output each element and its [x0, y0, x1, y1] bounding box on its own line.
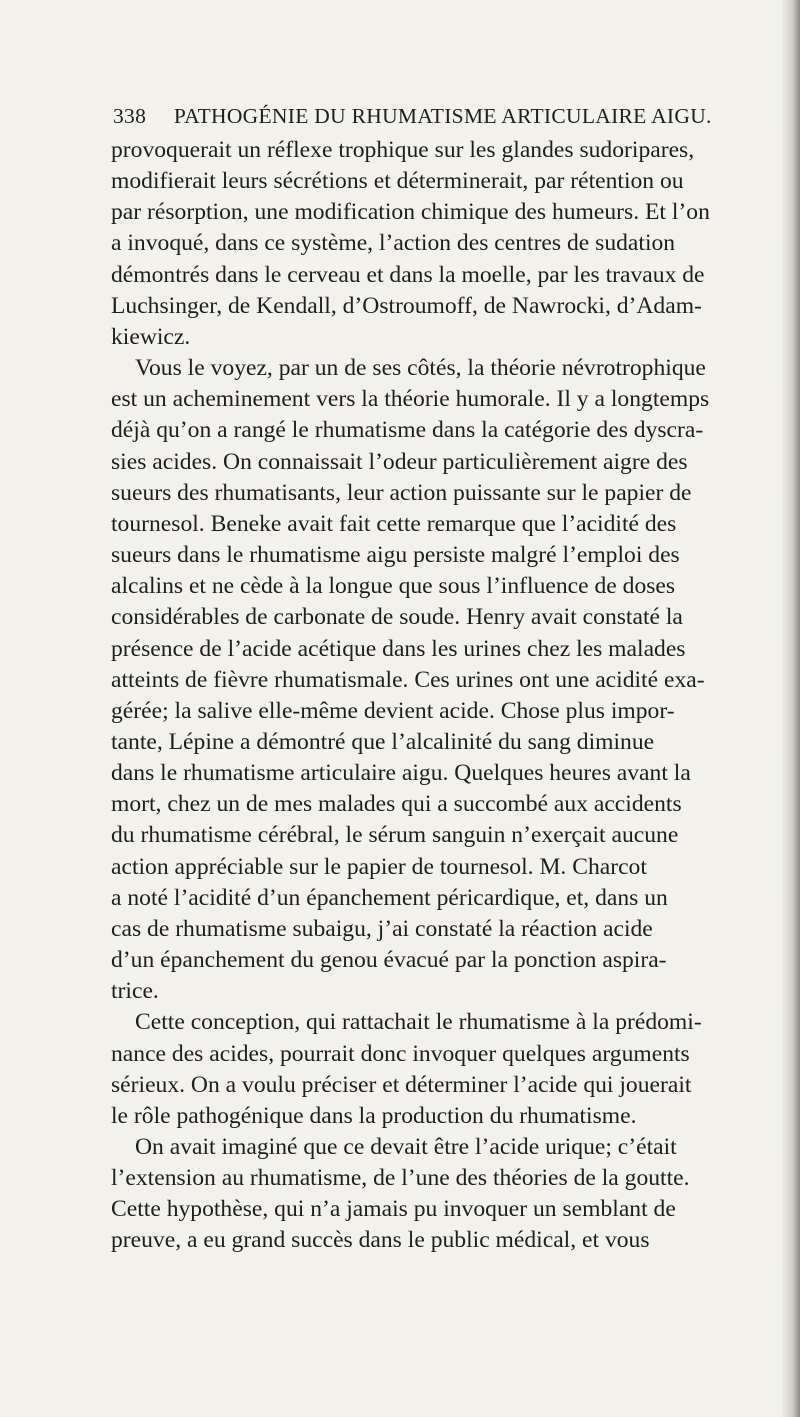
text-line: mort, chez un de mes malades qui a succombé aux accidents	[111, 791, 682, 818]
text-line: du rhumatisme cérébral, le sérum sanguin n’exerçait aucune	[111, 822, 679, 849]
text-line: a invoqué, dans ce système, l’action des centres de sudation	[111, 230, 676, 257]
text-line: Cette hypothèse, qui n’a jamais pu invoquer un semblant de	[111, 1196, 676, 1223]
text-line: tante, Lépine a démontré que l’alcalinité du sang diminue	[111, 728, 655, 755]
page-number: 338	[113, 104, 147, 128]
text-line: nance des acides, pourrait donc invoquer quelques arguments	[111, 1040, 690, 1067]
running-title: PATHOGÉNIE DU RHUMATISME ARTICULAIRE AIGU.	[173, 104, 712, 128]
text-line: action appréciable sur le papier de tournesol. M. Charcot	[111, 853, 647, 880]
text-line: Luchsinger, de Kendall, d’Ostroumoff, de Nawrocki, d’Adam-	[111, 292, 702, 319]
text-line: est un acheminement vers la théorie humorale. Il y a longtemps	[111, 386, 710, 413]
text-line: sérieux. On a voulu préciser et déterminer l’acide qui jouerait	[111, 1071, 692, 1098]
text-line: kiewicz.	[111, 323, 191, 350]
text-line: modifierait leurs sécrétions et déterminerait, par rétention ou	[111, 168, 684, 195]
text-line: provoquerait un réflexe trophique sur les glandes sudoripares,	[111, 137, 695, 163]
text-line: On avait imaginé que ce devait être l’acide urique; c’était	[135, 1134, 677, 1160]
page-header	[113, 104, 713, 129]
text-line: démontrés dans le cerveau et dans la moelle, par les travaux de	[111, 261, 705, 288]
text-line: atteints de fièvre rhumatismale. Ces urines ont une acidité exa-	[111, 666, 705, 693]
text-line: a noté l’acidité d’un épanchement péricardique, et, dans un	[111, 884, 668, 911]
text-line: d’un épanchement du genou évacué par la ponction aspira-	[111, 947, 667, 974]
text-line: alcalins et ne cède à la longue que sous l’influence de doses	[111, 573, 676, 600]
text-line: considérables de carbonate de soude. Henry avait constaté la	[111, 604, 683, 631]
text-line: présence de l’acide acétique dans les urines chez les malades	[111, 635, 686, 662]
text-line: gérée; la salive elle-même devient acide. Chose plus impor-	[111, 697, 675, 724]
text-line: l’extension au rhumatisme, de l’une des théories de la goutte.	[111, 1165, 690, 1192]
text-line: déjà qu’on a rangé le rhumatisme dans la catégorie des dyscra-	[111, 417, 704, 444]
text-line: le rôle pathogénique dans la production du rhumatisme.	[111, 1102, 637, 1129]
text-line: cas de rhumatisme subaigu, j’ai constaté la réaction acide	[111, 915, 653, 942]
text-line: sueurs dans le rhumatisme aigu persiste malgré l’emploi des	[111, 542, 680, 569]
text-line: sueurs des rhumatisants, leur action puissante sur le papier de	[111, 479, 692, 506]
text-line: tournesol. Beneke avait fait cette remarque que l’acidité des	[111, 510, 677, 537]
text-line: trice.	[111, 978, 159, 1005]
body-text	[111, 135, 796, 1257]
text-line: sies acides. On connaissait l’odeur particulièrement aigre des	[111, 448, 688, 475]
text-line: Vous le voyez, par un de ses côtés, la théorie névrotrophique	[135, 355, 706, 382]
text-line: par résorption, une modification chimique des humeurs. Et l’on	[111, 199, 710, 226]
text-line: dans le rhumatisme articulaire aigu. Quelques heures avant la	[111, 760, 691, 787]
text-line: Cette conception, qui rattachait le rhumatisme à la prédomi-	[135, 1009, 702, 1036]
text-line: preuve, a eu grand succès dans le public médical, et vous	[111, 1227, 650, 1254]
